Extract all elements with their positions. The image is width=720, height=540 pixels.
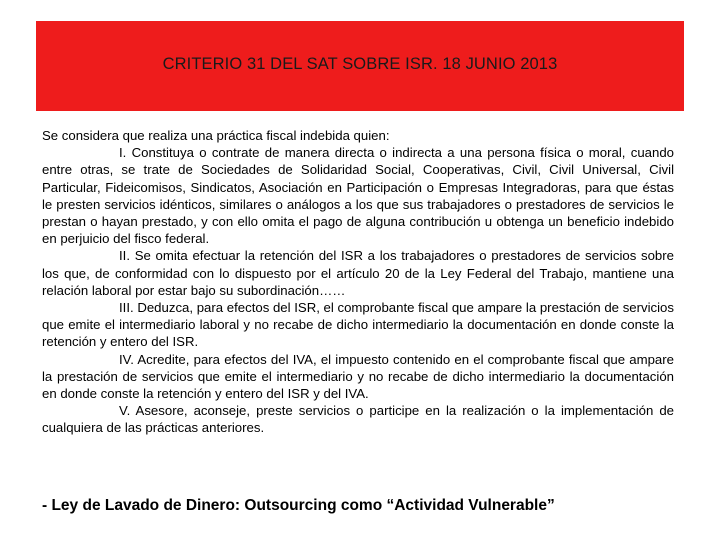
criteria-text bbox=[42, 127, 674, 437]
criterion-item-2: II. Se omita efectuar la retención del ISR a los trabajadores o prestadores de servicios sobre los que, de conformidad con lo dispuesto por el artículo 20 de la Ley Federal del Trabajo, mantiene una relación laboral por estar bajo su subordinación…… bbox=[42, 248, 674, 298]
criterion-item-3: III. Deduzca, para efectos del ISR, el comprobante fiscal que ampare la prestación de servicios que emite el intermediario laboral y no recabe de dicho intermediario la documentación en donde conste la retención y entero del ISR. bbox=[42, 300, 674, 350]
footer-note: - Ley de Lavado de Dinero: Outsourcing como “Actividad Vulnerable” bbox=[42, 497, 555, 514]
slide-title: CRITERIO 31 DEL SAT SOBRE ISR. 18 JUNIO 2013 bbox=[162, 54, 558, 73]
criterion-item-1: I. Constituya o contrate de manera directa o indirecta a una persona física o moral, cuando entre otras, se trate de Sociedades de Solidaridad Social, Cooperativas, Civil, Civil Universal, Civil Particular, Fideicomisos, Sindicatos, Asociación en Participación o Empresas Integradoras, para que éstas le presten servicios idénticos, similares o análogos a los que sus trabajadores o prestadores de servicios le prestan o hayan prestado, y con ello omita el pago de alguna contribución u obtenga un beneficio indebido en perjuicio del fisco federal. bbox=[42, 145, 674, 247]
title-banner bbox=[36, 21, 684, 111]
criterion-item-5: V. Asesore, aconseje, preste servicios o participe en la realización o la implementación de cualquiera de las prácticas anteriores. bbox=[42, 403, 674, 436]
criterion-item-4: IV. Acredite, para efectos del IVA, el impuesto contenido en el comprobante fiscal que ampare la prestación de servicios que emite el intermediario y no recabe de dicho intermediario la documentación en donde conste la retención y entero del ISR y del IVA. bbox=[42, 351, 674, 402]
intro-text: Se considera que realiza una práctica fiscal indebida quien: bbox=[42, 128, 390, 143]
